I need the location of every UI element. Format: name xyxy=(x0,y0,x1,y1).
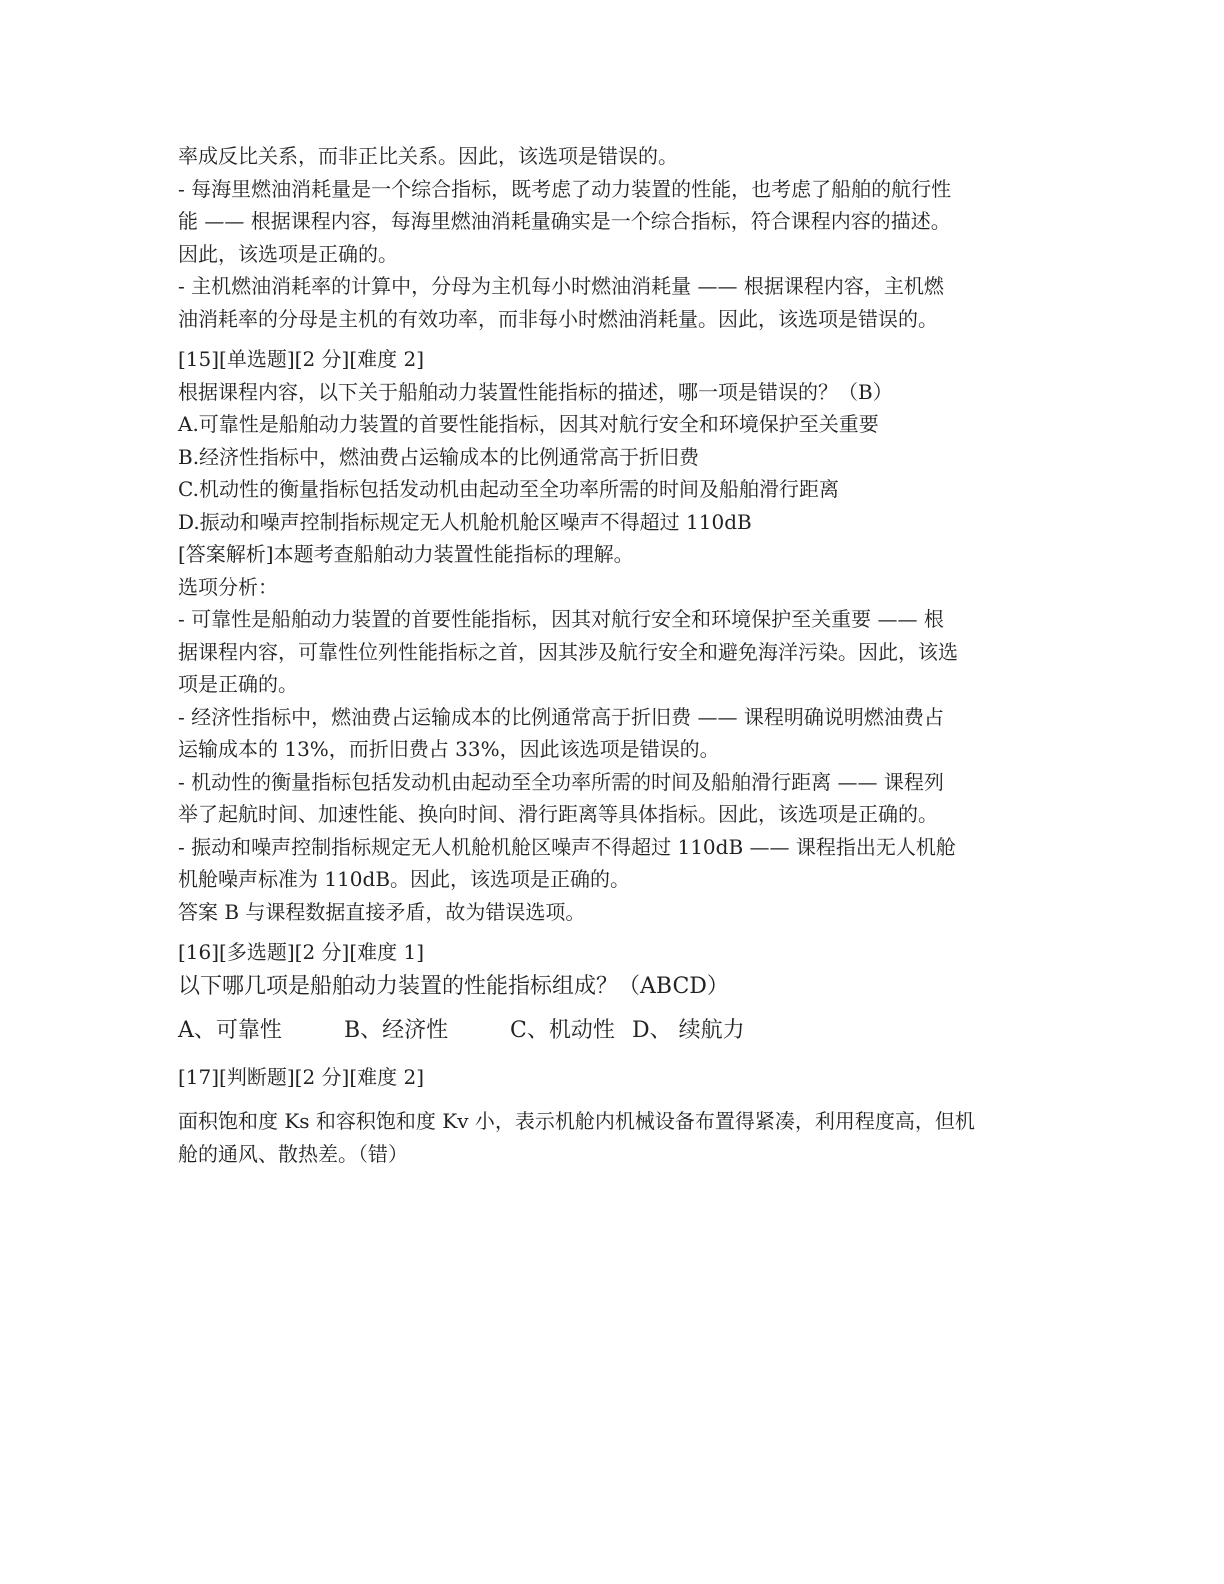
text-line: - 主机燃油消耗率的计算中，分母为主机每小时燃油消耗量 —— 根据课程内容，主机燃 xyxy=(178,274,944,298)
analysis-line: - 经济性指标中，燃油费占运输成本的比例通常高于折旧费 —— 课程明确说明燃油费占 xyxy=(178,704,944,729)
option-a: A、可靠性 xyxy=(178,1017,282,1043)
analysis-line: - 振动和噪声控制指标规定无人机舱机舱区噪声不得超过 110dB —— 课程指出无人机舱 xyxy=(178,834,956,859)
text-line: - 每海里燃油消耗量是一个综合指标，既考虑了动力装置的性能，也考虑了船舶的航行性 xyxy=(178,176,952,201)
question-16 xyxy=(178,936,1038,1049)
option-c: C.机动性的衡量指标包括发动机由起动至全功率所需的时间及船舶滑行距离 xyxy=(178,477,839,501)
document-content xyxy=(178,140,1038,1170)
previous-analysis-continuation xyxy=(178,140,1038,335)
analysis-line: 项是正确的。 xyxy=(178,672,298,696)
analysis-line: 答案 B 与课程数据直接矛盾，故为错误选项。 xyxy=(178,899,586,924)
question-stem: 面积饱和度 Ks 和容积饱和度 Kv 小，表示机舱内机械设备布置得紧凑，利用程度高，但机 xyxy=(178,1109,975,1133)
text-line: 油消耗率的分母是主机的有效功率，而非每小时燃油消耗量。因此，该选项是错误的。 xyxy=(178,306,938,331)
analysis-line: 举了起航时间、加速性能、换向时间、滑行距离等具体指标。因此，该选项是正确的。 xyxy=(178,802,938,826)
analysis-line: - 机动性的衡量指标包括发动机由起动至全功率所需的时间及船舶滑行距离 —— 课程列 xyxy=(178,769,944,794)
option-d: D.振动和噪声控制指标规定无人机舱机舱区噪声不得超过 110dB xyxy=(178,509,752,534)
question-stem: 以下哪几项是船舶动力装置的性能指标组成？（ABCD） xyxy=(178,973,729,999)
text-line: 因此，该选项是正确的。 xyxy=(178,241,398,266)
analysis-title: [答案解析]本题考查船舶动力装置性能指标的理解。 xyxy=(178,542,634,566)
analysis-line: - 可靠性是船舶动力装置的首要性能指标，因其对航行安全和环境保护至关重要 —— 根 xyxy=(178,607,944,631)
analysis-label: 选项分析： xyxy=(178,574,278,599)
question-stem: 根据课程内容，以下关于船舶动力装置性能指标的描述，哪一项是错误的？（B） xyxy=(178,379,893,404)
question-header: [17][判断题][2 分][难度 2] xyxy=(178,1064,425,1089)
text-line: 能 —— 根据课程内容，每海里燃油消耗量确实是一个综合指标，符合课程内容的描述。 xyxy=(178,209,951,233)
analysis-line: 运输成本的 13%，而折旧费占 33%，因此该选项是错误的。 xyxy=(178,737,720,761)
question-header: [15][单选题][2 分][难度 2] xyxy=(178,347,425,371)
question-stem: 舱的通风、散热差。（错） xyxy=(178,1141,408,1166)
option-d: D、 续航力 xyxy=(632,1017,745,1043)
options-row xyxy=(178,1013,1038,1049)
question-header: [16][多选题][2 分][难度 1] xyxy=(178,940,425,964)
option-b: B.经济性指标中，燃油费占运输成本的比例通常高于折旧费 xyxy=(178,444,700,469)
analysis-line: 据课程内容，可靠性位列性能指标之首，因其涉及航行安全和避免海洋污染。因此，该选 xyxy=(178,639,958,664)
option-b: B、经济性 xyxy=(344,1017,449,1043)
text-line: 率成反比关系，而非正比关系。因此，该选项是错误的。 xyxy=(178,144,678,168)
option-c: C、机动性 xyxy=(510,1017,615,1043)
question-17 xyxy=(178,1061,1038,1171)
question-15 xyxy=(178,343,1038,928)
analysis-line: 机舱噪声标准为 110dB。因此，该选项是正确的。 xyxy=(178,867,631,891)
option-a: A.可靠性是船舶动力装置的首要性能指标，因其对航行安全和环境保护至关重要 xyxy=(178,412,879,436)
